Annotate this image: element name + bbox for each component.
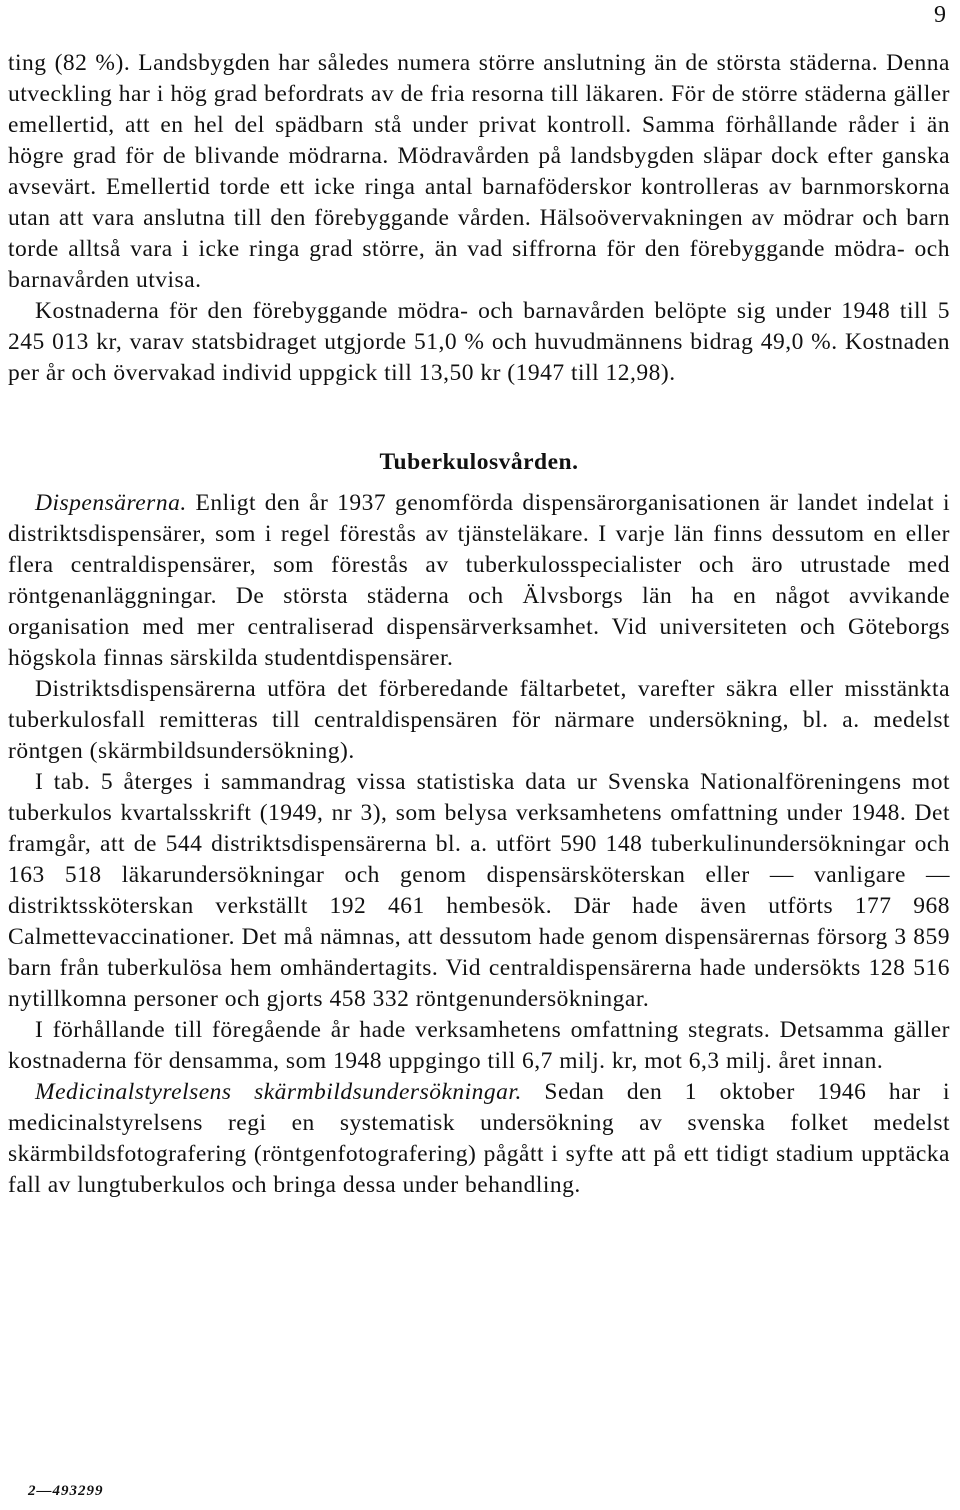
section-heading: Tuberkulosvården.: [379, 449, 579, 475]
footer-signature-code: 2—493299: [28, 1483, 104, 1499]
paragraph-screening-text: Sedan den 1 oktober 1946 har i medicinalstyrelsens regi en systematisk undersökning av svenska folket medelst skärmbildsfotografering (röntgenfotografering) pågått i syfte att på ett tidigt stadium upptäcka fall av lungtuberkulos och bringa dessa under behandling.: [8, 1079, 950, 1198]
run-in-heading-dispensaries: Dispensärerna.: [35, 490, 187, 516]
body-text: [8, 48, 950, 1201]
paragraph-district-dispensaries: Distriktsdispensärerna utföra det förberedande fältarbetet, varefter säkra eller misstänkta tuberkulosfall remitteras till centraldispensären för närmare undersökning, bl. a. medelst röntgen (skärmbildsundersökning).: [8, 676, 950, 764]
page-number: 9: [934, 2, 946, 28]
paragraph-costs: Kostnaderna för den förebyggande mödra- och barnavården belöpte sig under 1948 till 5 245 013 kr, varav statsbidraget utgjorde 51,0 % och huvudmännens bidrag 49,0 %. Kostnaden per år och övervakad individ uppgick till 13,50 kr (1947 till 12,98).: [8, 298, 950, 386]
paragraph-growth: I förhållande till föregående år hade verksamhetens omfattning stegrats. Detsamma gäller kostnaderna för densamma, som 1948 uppgingo till 6,7 milj. kr, mot 6,3 milj. året innan.: [8, 1017, 950, 1074]
paragraph-dispensaries: [8, 488, 950, 674]
paragraph-screening: [8, 1077, 950, 1201]
paragraph-statistics: I tab. 5 återges i sammandrag vissa statistiska data ur Svenska Nationalföreningens mot tuberkulos kvartalsskrift (1949, nr 3), som belysa verksamhetens omfattning under 1948. Det framgår, att de 544 distriktsdispensärerna bl. a. utfört 590 148 tuberkulinundersökningar och 163 518 läkarundersökningar och genom dispensärsköterskan eller — vanligare — distriktssköterskan verkställt 192 461 hembesök. Där hade även utförts 177 968 Calmettevaccinationer. Det må nämnas, att dessutom hade genom dispensärernas försorg 3 859 barn från tuberkulösa hem omhändertagits. Vid centraldispensärerna hade undersökts 128 516 nytillkomna personer och gjorts 458 332 röntgenundersökningar.: [8, 769, 950, 1012]
paragraph-continuation: ting (82 %). Landsbygden har således numera större anslutning än de största städerna. Denna utveckling har i hög grad befordrats av de fria resorna till läkaren. För de större städerna gäller emellertid, att en hel del spädbarn stå under privat kontroll. Samma förhållande råder i än högre grad för de blivande mödrarna. Mödravården på landsbygden släpar dock efter ganska avsevärt. Emellertid torde ett icke ringa antal barnaföderskor kontrolleras av barnmorskorna utan att vara anslutna till den förebyggande vården. Hälsoövervakningen av mödrar och barn torde alltså vara i icke ringa grad större, än vad siffrorna för den förebyggande mödra- och barnavården utvisa.: [8, 50, 950, 293]
run-in-heading-screening: Medicinalstyrelsens skärmbildsundersökningar.: [35, 1079, 522, 1105]
paragraph-dispensaries-text: Enligt den år 1937 genomförda dispensärorganisationen är landet indelat i distriktsdispensärer, som i regel förestås av tjänsteläkare. I varje län finns dessutom en eller flera centraldispensärer, som förestås av tuberkulosspecialister och äro utrustade med röntgenanläggningar. De största städerna och Älvsborgs län ha en något avvikande organisation med mer centraliserad dispensärverksamhet. Vid universiteten och Göteborgs högskola finnas särskilda studentdispensärer.: [8, 490, 950, 671]
